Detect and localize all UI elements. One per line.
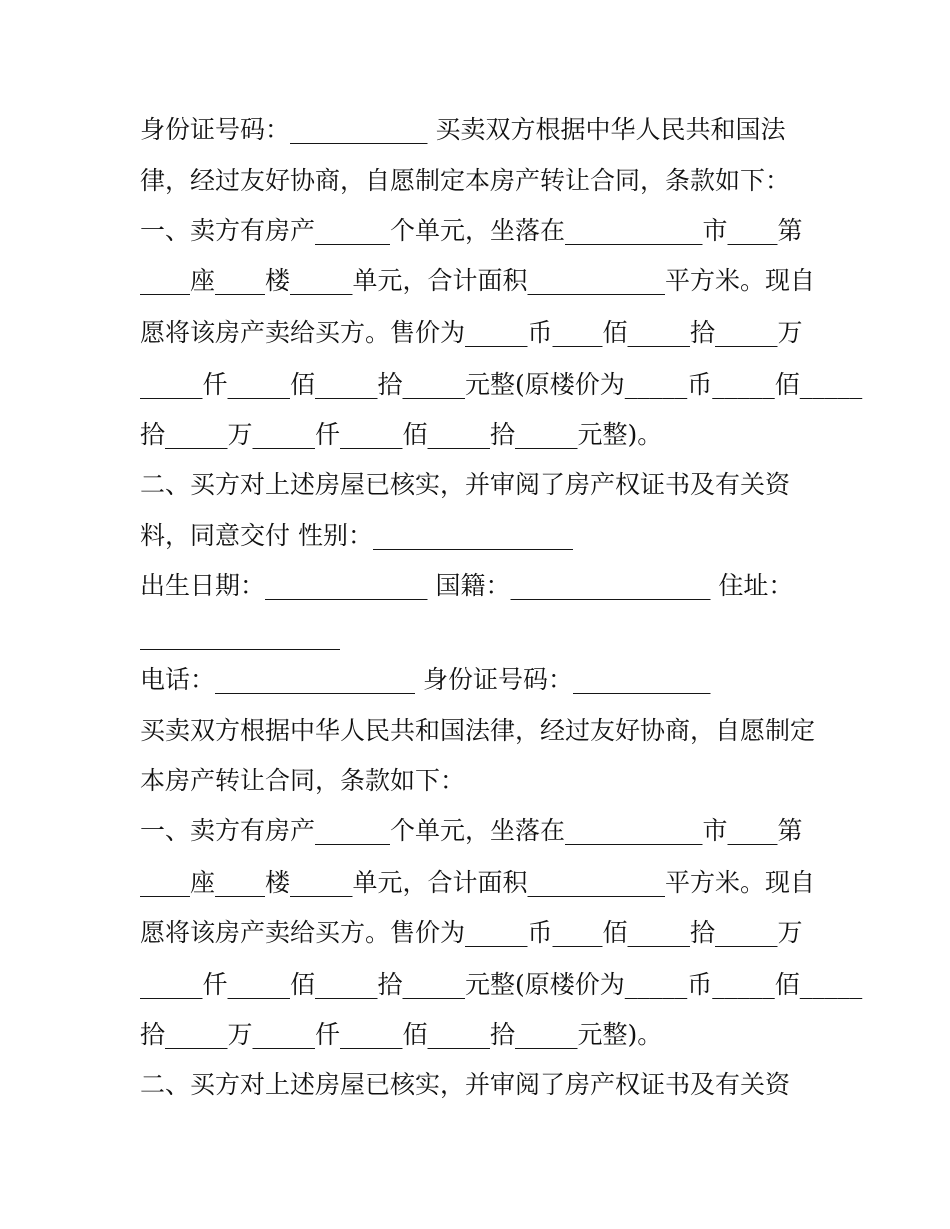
text-line: ________________ xyxy=(140,621,340,650)
text-line: 一、卖方有房产______个单元，坐落在___________市____第 xyxy=(140,216,803,245)
text-line: 愿将该房产卖给买方。售价为_____币____佰_____拾_____万 xyxy=(140,918,803,947)
text-line: 料，同意交付 性别：________________ xyxy=(140,521,573,550)
text-line: 买卖双方根据中华人民共和国法律，经过友好协商，自愿制定 xyxy=(140,716,816,745)
text-line: 出生日期：_____________ 国籍：________________ 住址： xyxy=(140,571,794,600)
text-line: _____仟_____佰_____拾_____元整(原楼价为_____币_____佰_____ xyxy=(140,970,863,999)
text-line: 身份证号码：___________ 买卖双方根据中华人民共和国法 xyxy=(140,115,786,144)
text-line: 二、买方对上述房屋已核实，并审阅了房产权证书及有关资 xyxy=(140,1070,791,1099)
text-line: 二、买方对上述房屋已核实，并审阅了房产权证书及有关资 xyxy=(140,470,791,499)
text-line: 律，经过友好协商，自愿制定本房产转让合同，条款如下： xyxy=(140,166,791,195)
text-line: 本房产转让合同，条款如下： xyxy=(140,766,466,795)
text-line: ____座____楼_____单元，合计面积___________平方米。现自 xyxy=(140,266,816,295)
text-line: 愿将该房产卖给买方。售价为_____币____佰_____拾_____万 xyxy=(140,318,803,347)
text-line: _____仟_____佰_____拾_____元整(原楼价为_____币_____佰_____ xyxy=(140,370,863,399)
text-line: 一、卖方有房产______个单元，坐落在___________市____第 xyxy=(140,816,803,845)
text-line: 电话：________________ 身份证号码：___________ xyxy=(140,665,711,694)
text-line: ____座____楼_____单元，合计面积___________平方米。现自 xyxy=(140,868,816,897)
text-line: 拾_____万_____仟_____佰_____拾_____元整)。 xyxy=(140,420,663,449)
text-line: 拾_____万_____仟_____佰_____拾_____元整)。 xyxy=(140,1020,663,1049)
